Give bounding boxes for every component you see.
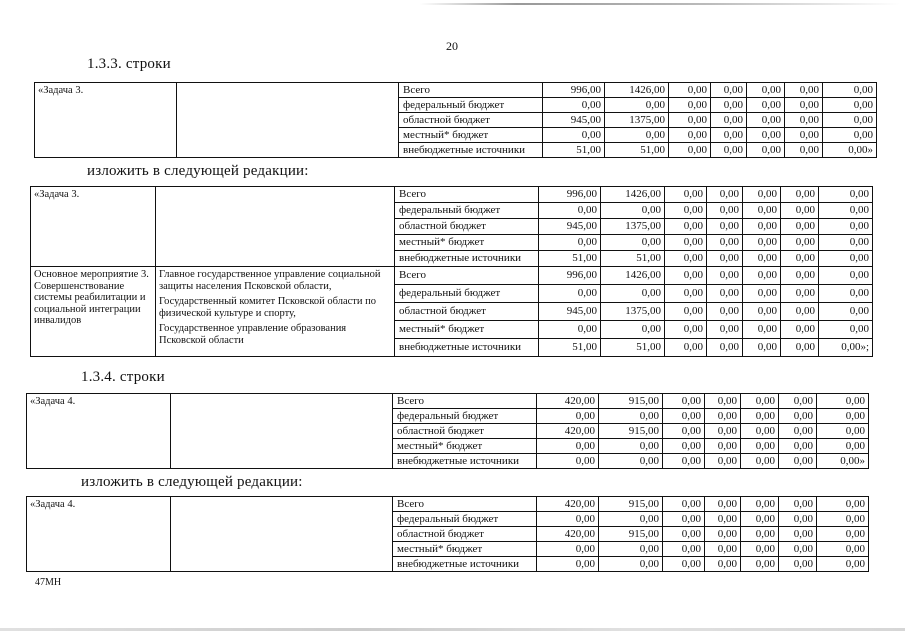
amount-cell: 51,00 <box>539 339 601 357</box>
amount-cell: 0,00 <box>663 512 705 527</box>
amount-cell: 0,00 <box>817 542 869 557</box>
amount-cell: 0,00 <box>817 527 869 542</box>
amount-cell: 0,00 <box>747 113 785 128</box>
amount-cell: 0,00 <box>539 285 601 303</box>
amount-cell: 0,00 <box>537 454 599 469</box>
amount-cell: 0,00 <box>601 321 665 339</box>
amount-cell: 0,00 <box>741 424 779 439</box>
amount-cell: 0,00 <box>781 219 819 235</box>
task3-old-table <box>34 82 877 158</box>
amount-cell: 915,00 <box>599 527 663 542</box>
amount-cell: 0,00 <box>743 303 781 321</box>
amount-cell: 0,00 <box>741 497 779 512</box>
amount-cell: 0,00 <box>743 339 781 357</box>
amount-cell: 0,00 <box>743 251 781 267</box>
funding-source-label: федеральный бюджет <box>395 285 539 303</box>
heading-redaction-1: изложить в следующей редакции: <box>87 163 309 179</box>
amount-cell: 0,00 <box>747 143 785 158</box>
amount-cell: 0,00 <box>711 83 747 98</box>
amount-cell: 0,00 <box>665 303 707 321</box>
amount-cell: 0,00 <box>747 98 785 113</box>
funding-source-label: местный* бюджет <box>393 542 537 557</box>
amount-cell: 0,00 <box>823 83 877 98</box>
amount-cell: 0,00 <box>819 203 873 219</box>
table-row <box>31 267 873 285</box>
executor-cell <box>177 83 399 158</box>
executor-line: Главное государственное управление социальной защиты населения Псковской области, <box>159 269 381 292</box>
amount-cell: 0,00 <box>743 203 781 219</box>
amount-cell: 0,00 <box>543 128 605 143</box>
amount-cell: 0,00 <box>741 557 779 572</box>
amount-cell: 0,00 <box>823 128 877 143</box>
funding-source-label: областной бюджет <box>399 113 543 128</box>
amount-cell: 0,00 <box>817 409 869 424</box>
amount-cell: 0,00 <box>741 527 779 542</box>
measure-executors <box>156 267 395 357</box>
amount-cell: 420,00 <box>537 497 599 512</box>
amount-cell: 0,00 <box>537 557 599 572</box>
measure-name: Основное мероприятие 3. Совершенствование системы реабилитации и социальной интеграции инвалидов <box>31 267 156 357</box>
amount-cell: 0,00 <box>743 219 781 235</box>
funding-source-label: внебюджетные источники <box>399 143 543 158</box>
amount-cell: 0,00 <box>663 454 705 469</box>
amount-cell: 0,00 <box>599 512 663 527</box>
amount-cell: 0,00 <box>663 424 705 439</box>
amount-cell: 0,00 <box>711 113 747 128</box>
amount-cell: 1375,00 <box>601 303 665 321</box>
amount-cell: 1375,00 <box>605 113 669 128</box>
heading-1-3-4: 1.3.4. строки <box>81 369 165 385</box>
amount-cell: 0,00 <box>601 235 665 251</box>
amount-cell: 0,00 <box>785 113 823 128</box>
amount-cell: 0,00 <box>711 143 747 158</box>
funding-source-label: федеральный бюджет <box>399 98 543 113</box>
table-row <box>27 497 869 512</box>
amount-cell: 0,00 <box>741 394 779 409</box>
amount-cell: 0,00 <box>539 321 601 339</box>
amount-cell: 0,00 <box>785 83 823 98</box>
amount-cell: 0,00 <box>705 454 741 469</box>
task-title: «Задача 3. <box>35 83 177 158</box>
executor-cell <box>156 187 395 267</box>
amount-cell: 0,00 <box>779 557 817 572</box>
amount-cell: 996,00 <box>539 267 601 285</box>
amount-cell: 51,00 <box>543 143 605 158</box>
amount-cell: 0,00 <box>705 394 741 409</box>
funding-source-label: областной бюджет <box>393 527 537 542</box>
amount-cell: 0,00 <box>785 128 823 143</box>
amount-cell: 0,00 <box>707 251 743 267</box>
amount-cell: 0,00 <box>705 439 741 454</box>
table-body <box>27 497 869 572</box>
amount-cell: 0,00 <box>707 321 743 339</box>
amount-cell: 0,00 <box>663 527 705 542</box>
funding-source-label: областной бюджет <box>395 219 539 235</box>
amount-cell: 0,00 <box>779 512 817 527</box>
amount-cell: 0,00 <box>817 512 869 527</box>
amount-cell: 0,00 <box>785 98 823 113</box>
amount-cell: 0,00 <box>605 98 669 113</box>
amount-cell: 0,00 <box>539 235 601 251</box>
amount-cell: 0,00 <box>819 267 873 285</box>
amount-cell: 0,00 <box>705 497 741 512</box>
amount-cell: 0,00 <box>779 439 817 454</box>
task-title: «Задача 3. <box>31 187 156 267</box>
amount-cell: 0,00 <box>817 439 869 454</box>
amount-cell: 0,00 <box>819 235 873 251</box>
amount-cell: 0,00 <box>707 219 743 235</box>
amount-cell: 0,00 <box>743 235 781 251</box>
amount-cell: 0,00 <box>741 542 779 557</box>
amount-cell: 0,00 <box>669 83 711 98</box>
amount-cell: 0,00 <box>707 267 743 285</box>
amount-cell: 0,00 <box>665 235 707 251</box>
amount-cell: 0,00 <box>705 542 741 557</box>
amount-cell: 0,00 <box>601 203 665 219</box>
amount-cell: 0,00 <box>743 187 781 203</box>
amount-cell: 0,00 <box>819 219 873 235</box>
task3-new-table <box>30 186 873 357</box>
amount-cell: 0,00 <box>817 424 869 439</box>
amount-cell: 0,00 <box>665 251 707 267</box>
heading-redaction-2: изложить в следующей редакции: <box>81 474 303 490</box>
amount-cell: 0,00 <box>669 128 711 143</box>
executor-cell <box>171 394 393 469</box>
funding-source-label: федеральный бюджет <box>393 512 537 527</box>
amount-cell: 0,00 <box>599 439 663 454</box>
amount-cell: 0,00 <box>785 143 823 158</box>
amount-cell: 996,00 <box>539 187 601 203</box>
amount-cell: 0,00 <box>665 219 707 235</box>
amount-cell: 0,00» <box>823 143 877 158</box>
amount-cell: 51,00 <box>539 251 601 267</box>
amount-cell: 0,00 <box>707 339 743 357</box>
page-number: 20 <box>446 39 458 53</box>
amount-cell: 0,00 <box>781 285 819 303</box>
amount-cell: 0,00 <box>743 285 781 303</box>
amount-cell: 0,00 <box>707 303 743 321</box>
table-body <box>27 394 869 469</box>
amount-cell: 0,00 <box>711 128 747 143</box>
amount-cell: 0,00 <box>601 285 665 303</box>
amount-cell: 1426,00 <box>601 267 665 285</box>
funding-source-label: местный* бюджет <box>393 439 537 454</box>
funding-source-label: внебюджетные источники <box>395 251 539 267</box>
funding-source-label: Всего <box>395 187 539 203</box>
amount-cell: 0,00 <box>741 409 779 424</box>
amount-cell: 0,00 <box>781 339 819 357</box>
amount-cell: 0,00 <box>707 285 743 303</box>
amount-cell: 0,00 <box>819 285 873 303</box>
amount-cell: 0,00 <box>599 542 663 557</box>
amount-cell: 945,00 <box>539 219 601 235</box>
funding-source-label: областной бюджет <box>395 303 539 321</box>
amount-cell: 0,00 <box>779 542 817 557</box>
amount-cell: 0,00 <box>819 303 873 321</box>
amount-cell: 0,00 <box>743 267 781 285</box>
amount-cell: 0,00 <box>823 113 877 128</box>
amount-cell: 0,00 <box>705 527 741 542</box>
amount-cell: 0,00 <box>705 557 741 572</box>
amount-cell: 0,00 <box>819 187 873 203</box>
amount-cell: 0,00 <box>781 187 819 203</box>
funding-source-label: Всего <box>395 267 539 285</box>
amount-cell: 0,00 <box>741 439 779 454</box>
amount-cell: 0,00 <box>665 321 707 339</box>
amount-cell: 420,00 <box>537 527 599 542</box>
amount-cell: 0,00 <box>705 512 741 527</box>
amount-cell: 420,00 <box>537 394 599 409</box>
amount-cell: 0,00 <box>665 267 707 285</box>
amount-cell: 0,00 <box>599 557 663 572</box>
funding-source-label: внебюджетные источники <box>395 339 539 357</box>
amount-cell: 0,00 <box>781 203 819 219</box>
amount-cell: 420,00 <box>537 424 599 439</box>
funding-source-label: Всего <box>393 497 537 512</box>
amount-cell: 915,00 <box>599 394 663 409</box>
amount-cell: 0,00 <box>779 424 817 439</box>
amount-cell: 915,00 <box>599 497 663 512</box>
document-code: 47МН <box>35 577 62 588</box>
scan-edge-top <box>420 3 900 5</box>
amount-cell: 0,00» <box>817 454 869 469</box>
amount-cell: 0,00 <box>705 424 741 439</box>
funding-source-label: областной бюджет <box>393 424 537 439</box>
amount-cell: 0,00 <box>669 98 711 113</box>
amount-cell: 0,00 <box>781 235 819 251</box>
funding-source-label: федеральный бюджет <box>393 409 537 424</box>
amount-cell: 0,00 <box>663 542 705 557</box>
amount-cell: 51,00 <box>601 251 665 267</box>
funding-source-label: Всего <box>399 83 543 98</box>
funding-source-label: местный* бюджет <box>395 321 539 339</box>
amount-cell: 0,00 <box>665 339 707 357</box>
amount-cell: 0,00 <box>705 409 741 424</box>
amount-cell: 0,00 <box>707 187 743 203</box>
amount-cell: 0,00 <box>537 439 599 454</box>
funding-source-label: местный* бюджет <box>395 235 539 251</box>
executor-cell <box>171 497 393 572</box>
amount-cell: 0,00 <box>817 394 869 409</box>
amount-cell: 1426,00 <box>601 187 665 203</box>
amount-cell: 1426,00 <box>605 83 669 98</box>
table-row <box>31 187 873 203</box>
amount-cell: 0,00 <box>599 454 663 469</box>
funding-source-label: федеральный бюджет <box>395 203 539 219</box>
amount-cell: 0,00 <box>823 98 877 113</box>
amount-cell: 0,00 <box>663 557 705 572</box>
amount-cell: 0,00 <box>741 512 779 527</box>
table-row <box>27 394 869 409</box>
amount-cell: 0,00 <box>707 203 743 219</box>
amount-cell: 0,00 <box>665 285 707 303</box>
amount-cell: 1375,00 <box>601 219 665 235</box>
scan-edge-bottom <box>0 628 905 631</box>
amount-cell: 0,00 <box>539 203 601 219</box>
table-body <box>35 83 877 158</box>
executor-line: Государственный комитет Псковской области по физической культуре и спорту, <box>159 296 376 319</box>
amount-cell: 0,00 <box>663 439 705 454</box>
amount-cell: 0,00 <box>747 128 785 143</box>
amount-cell: 0,00 <box>779 497 817 512</box>
funding-source-label: внебюджетные источники <box>393 557 537 572</box>
amount-cell: 0,00 <box>669 113 711 128</box>
heading-1-3-3: 1.3.3. строки <box>87 56 171 72</box>
funding-source-label: внебюджетные источники <box>393 454 537 469</box>
amount-cell: 0,00 <box>819 251 873 267</box>
amount-cell: 0,00 <box>663 409 705 424</box>
amount-cell: 0,00 <box>599 409 663 424</box>
amount-cell: 0,00 <box>663 497 705 512</box>
amount-cell: 0,00 <box>605 128 669 143</box>
amount-cell: 0,00 <box>779 394 817 409</box>
amount-cell: 945,00 <box>543 113 605 128</box>
amount-cell: 0,00 <box>781 251 819 267</box>
amount-cell: 0,00 <box>817 497 869 512</box>
amount-cell: 0,00 <box>537 542 599 557</box>
amount-cell: 0,00»; <box>819 339 873 357</box>
task4-old-table <box>26 393 869 469</box>
amount-cell: 0,00 <box>781 321 819 339</box>
amount-cell: 0,00 <box>817 557 869 572</box>
amount-cell: 51,00 <box>601 339 665 357</box>
funding-source-label: местный* бюджет <box>399 128 543 143</box>
amount-cell: 0,00 <box>669 143 711 158</box>
table-body <box>31 187 873 357</box>
amount-cell: 915,00 <box>599 424 663 439</box>
amount-cell: 0,00 <box>665 203 707 219</box>
amount-cell: 0,00 <box>743 321 781 339</box>
funding-source-label: Всего <box>393 394 537 409</box>
amount-cell: 0,00 <box>711 98 747 113</box>
amount-cell: 0,00 <box>543 98 605 113</box>
table-row <box>35 83 877 98</box>
amount-cell: 0,00 <box>779 409 817 424</box>
task4-new-table <box>26 496 869 572</box>
amount-cell: 0,00 <box>781 267 819 285</box>
amount-cell: 996,00 <box>543 83 605 98</box>
amount-cell: 0,00 <box>707 235 743 251</box>
amount-cell: 0,00 <box>663 394 705 409</box>
amount-cell: 0,00 <box>537 512 599 527</box>
amount-cell: 0,00 <box>781 303 819 321</box>
amount-cell: 945,00 <box>539 303 601 321</box>
amount-cell: 0,00 <box>747 83 785 98</box>
amount-cell: 0,00 <box>537 409 599 424</box>
executor-line: Государственное управление образования Псковской области <box>159 323 347 346</box>
amount-cell: 0,00 <box>741 454 779 469</box>
task-title: «Задача 4. <box>27 394 171 469</box>
amount-cell: 0,00 <box>779 527 817 542</box>
amount-cell: 0,00 <box>665 187 707 203</box>
amount-cell: 0,00 <box>819 321 873 339</box>
amount-cell: 51,00 <box>605 143 669 158</box>
task-title: «Задача 4. <box>27 497 171 572</box>
amount-cell: 0,00 <box>779 454 817 469</box>
